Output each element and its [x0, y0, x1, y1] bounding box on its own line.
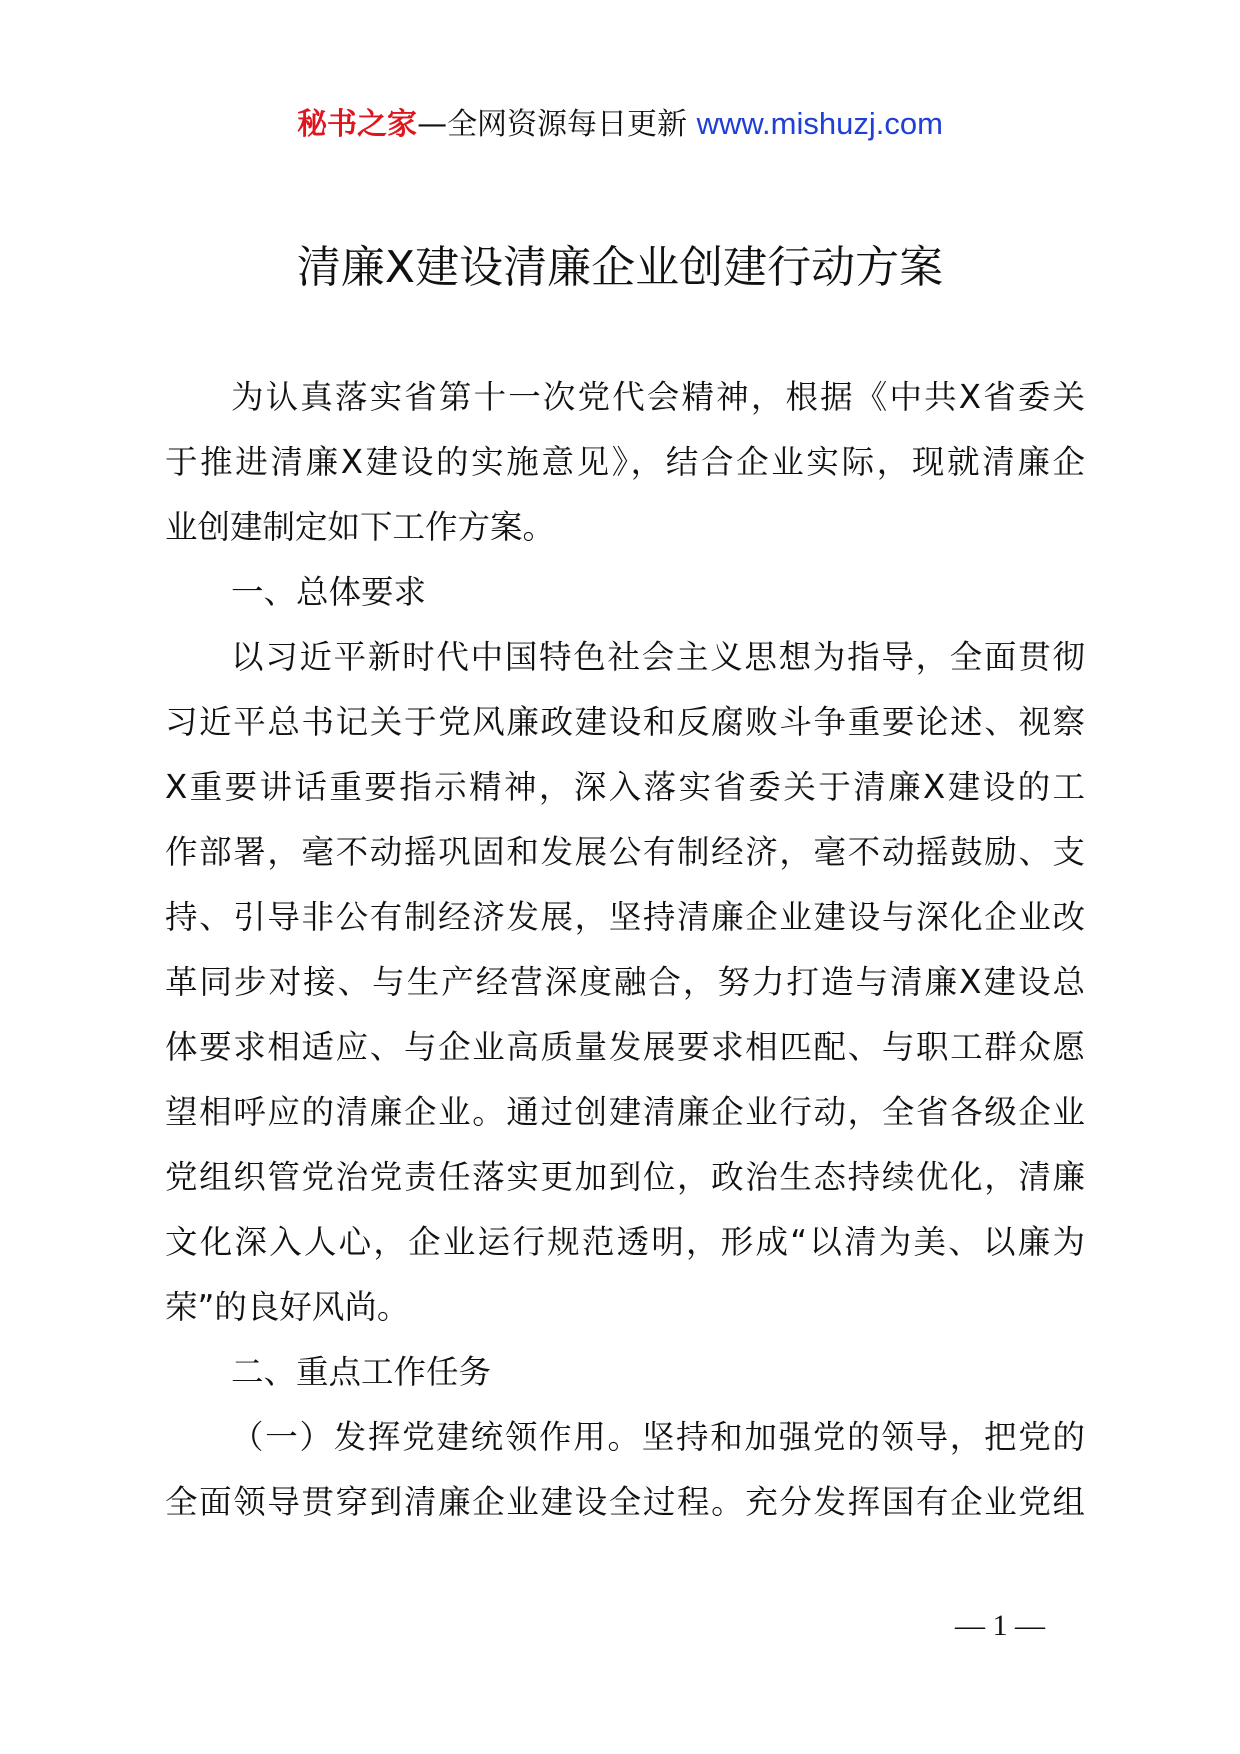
- document-title: 清廉X建设清廉企业创建行动方案: [296, 242, 944, 293]
- paragraph-line: 以习近平新时代中国特色社会主义思想为指导，全面贯彻: [231, 638, 1085, 676]
- paragraph-line: 革同步对接、与生产经营深度融合，努力打造与清廉X建设总: [165, 963, 1085, 1001]
- paragraph-line: 业创建制定如下工作方案。: [165, 508, 556, 546]
- section-heading: 一、总体要求: [231, 573, 427, 611]
- paragraph-line: 党组织管党治党责任落实更加到位，政治生态持续优化，清廉: [165, 1158, 1085, 1196]
- section-heading: 二、重点工作任务: [231, 1353, 492, 1391]
- site-header: [0, 104, 1240, 145]
- paragraph-line: 于推进清廉X建设的实施意见》，结合企业实际，现就清廉企: [165, 443, 1085, 481]
- paragraph-line: 文化深入人心，企业运行规范透明，形成“以清为美、以廉为: [165, 1223, 1085, 1261]
- page-number: — 1 —: [955, 1609, 1045, 1642]
- paragraph-line: X重要讲话重要指示精神，深入落实省委关于清廉X建设的工: [165, 768, 1085, 806]
- paragraph-line: 持、引导非公有制经济发展，坚持清廉企业建设与深化企业改: [165, 898, 1085, 936]
- paragraph-line: 荣”的良好风尚。: [165, 1288, 410, 1326]
- document-body: [165, 365, 1085, 1535]
- paragraph-line: 习近平总书记关于党风廉政建设和反腐败斗争重要论述、视察: [165, 703, 1085, 741]
- site-brand: 秘书之家: [297, 107, 418, 142]
- paragraph-line: 为认真落实省第十一次党代会精神，根据《中共X省委关: [231, 378, 1085, 416]
- paragraph-line: 作部署，毫不动摇巩固和发展公有制经济，毫不动摇鼓励、支: [165, 833, 1085, 871]
- paragraph-line: （一）发挥党建统领作用。坚持和加强党的领导，把党的: [231, 1418, 1085, 1456]
- paragraph-line: 全面领导贯穿到清廉企业建设全过程。充分发挥国有企业党组: [165, 1483, 1085, 1521]
- paragraph-line: 望相呼应的清廉企业。通过创建清廉企业行动，全省各级企业: [165, 1093, 1085, 1131]
- site-url: www.mishuzj.com: [696, 106, 943, 141]
- paragraph-line: 体要求相适应、与企业高质量发展要求相匹配、与职工群众愿: [165, 1028, 1085, 1066]
- site-tagline: —全网资源每日更新: [417, 107, 697, 142]
